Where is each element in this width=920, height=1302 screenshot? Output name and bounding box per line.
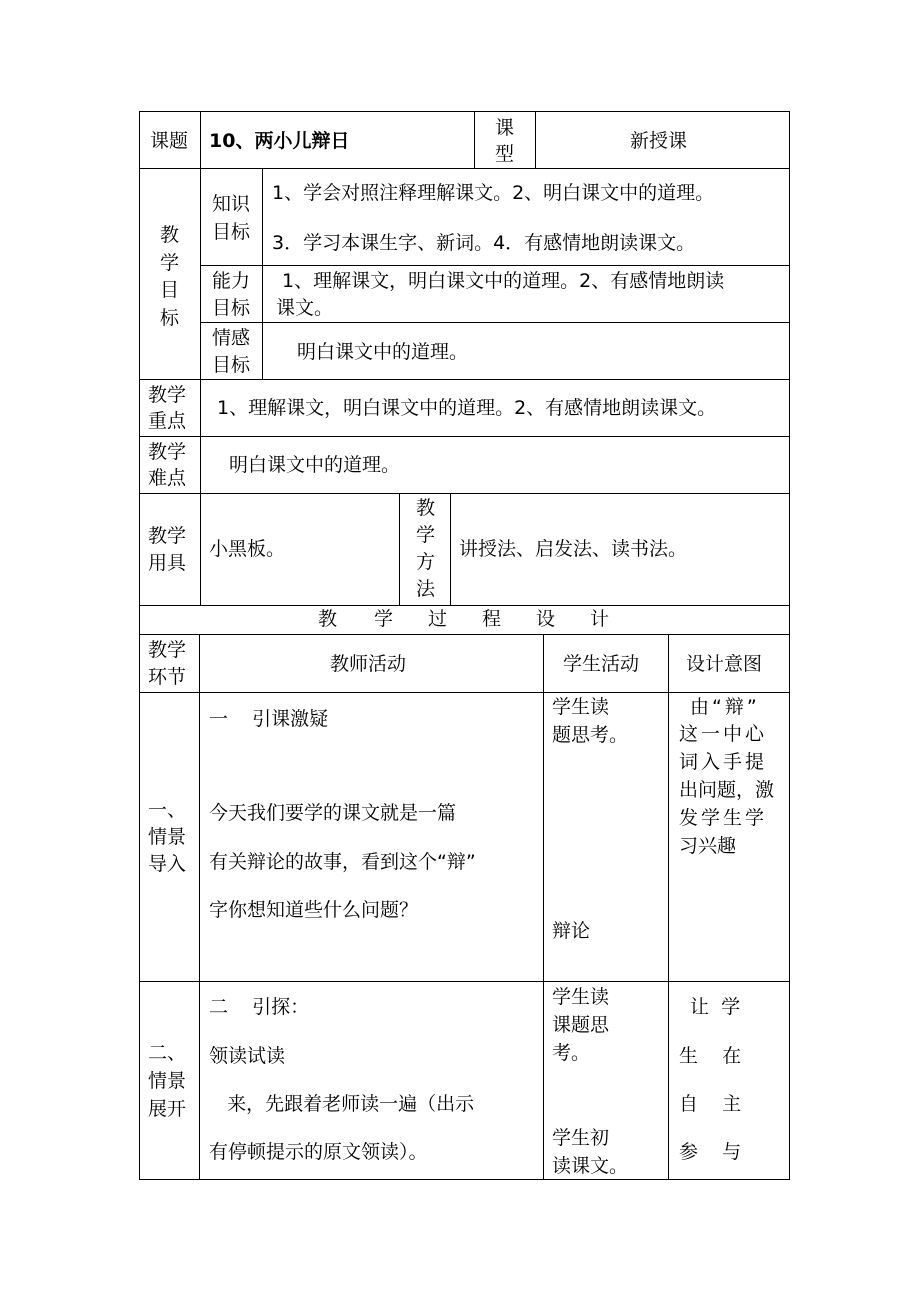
row1-teacher-3: 有关辩论的故事，看到这个“辩” bbox=[209, 851, 476, 873]
ability-line-1: 1、理解课文，明白课文中的道理。2、有感情地朗读 bbox=[276, 270, 725, 292]
rule-teacher-col bbox=[543, 634, 544, 1180]
rule-goals-bottom bbox=[139, 379, 790, 380]
row2-teacher-2: 领读试读 bbox=[209, 1045, 286, 1067]
keypoints-label-1: 教学 bbox=[148, 384, 187, 406]
row1-intent-6: 习兴趣 bbox=[679, 835, 737, 857]
row2-intent-1: 让 学 bbox=[690, 996, 741, 1018]
rule-columns-bottom bbox=[139, 692, 790, 693]
rule-process-title-bottom bbox=[139, 634, 790, 635]
row2-student-1: 学生读 bbox=[552, 986, 610, 1008]
rule-tools-sep1 bbox=[399, 493, 400, 606]
row2-student-2: 课题思 bbox=[552, 1014, 610, 1036]
emotion-text: 明白课文中的道理。 bbox=[297, 341, 469, 363]
process-title-char-4: 程 bbox=[482, 608, 502, 630]
lesson-type-label-1: 课 bbox=[495, 117, 515, 139]
rule-ability-bottom bbox=[201, 322, 790, 323]
knowledge-label-2: 目标 bbox=[212, 221, 251, 243]
topic-value: 10、两小儿辩日 bbox=[209, 130, 350, 152]
topic-label: 课题 bbox=[150, 130, 189, 152]
col-intent: 设计意图 bbox=[686, 653, 763, 675]
knowledge-line-2: 3．学习本课生字、新词。4．有感情地朗读课文。 bbox=[272, 232, 696, 254]
row2-teacher-3: 来，先跟着老师读一遍（出示 bbox=[209, 1093, 475, 1115]
row1-student-3: 辩论 bbox=[552, 920, 591, 942]
rule-left bbox=[139, 111, 140, 1180]
row2-teacher-1: 二 引探： bbox=[209, 996, 310, 1018]
row1-intent-1: 由“辩” bbox=[690, 696, 760, 718]
col-student: 学生活动 bbox=[563, 653, 640, 675]
row1-intent-2: 这一中心 bbox=[679, 723, 768, 745]
keypoints-text: 1、理解课文，明白课文中的道理。2、有感情地朗读课文。 bbox=[217, 397, 717, 419]
row1-intent-3: 词入手提 bbox=[679, 751, 768, 773]
row1-student-2: 题思考。 bbox=[552, 724, 629, 746]
goals-label-2: 学 bbox=[160, 252, 180, 274]
ability-label-1: 能力 bbox=[212, 270, 251, 292]
process-title-char-5: 设 bbox=[536, 608, 556, 630]
method-text: 讲授法、启发法、读书法。 bbox=[459, 538, 688, 560]
rule-row1-bottom bbox=[139, 981, 790, 982]
knowledge-label-1: 知识 bbox=[212, 193, 251, 215]
row2-student-3: 考。 bbox=[552, 1042, 591, 1064]
goals-label-3: 目 bbox=[160, 279, 180, 301]
tools-label-1: 教学 bbox=[148, 525, 187, 547]
row1-stage-2: 情景 bbox=[148, 826, 187, 848]
method-label-2: 学 bbox=[416, 524, 436, 546]
process-title-char-3: 过 bbox=[428, 608, 448, 630]
row2-teacher-4: 有停顿提示的原文领读）。 bbox=[209, 1141, 428, 1163]
rule-header-sep2 bbox=[535, 111, 536, 169]
lesson-type-value: 新授课 bbox=[630, 130, 688, 152]
row2-stage-1: 二、 bbox=[148, 1042, 187, 1064]
rule-keypoints-bottom bbox=[139, 436, 790, 437]
rule-tools-sep2 bbox=[450, 493, 451, 606]
rule-knowledge-bottom bbox=[201, 265, 790, 266]
goals-label-1: 教 bbox=[160, 224, 180, 246]
difficulties-label-2: 难点 bbox=[148, 467, 187, 489]
rule-stage-col bbox=[199, 634, 200, 1180]
method-label-4: 法 bbox=[416, 578, 436, 600]
rule-difficulties-bottom bbox=[139, 493, 790, 494]
keypoints-label-2: 重点 bbox=[148, 410, 187, 432]
row1-intent-5: 发学生学 bbox=[679, 807, 768, 829]
emotion-label-1: 情感 bbox=[212, 327, 251, 349]
row2-student-4: 学生初 bbox=[552, 1127, 610, 1149]
row1-teacher-1: 一 引课激疑 bbox=[209, 708, 329, 730]
rule-student-col bbox=[668, 634, 669, 1180]
row2-intent-3: 自 主 bbox=[679, 1093, 742, 1115]
row1-student-1: 学生读 bbox=[552, 696, 610, 718]
process-title-char-1: 教 bbox=[318, 608, 338, 630]
rule-tools-bottom bbox=[139, 605, 790, 606]
rule-header-bottom bbox=[139, 168, 790, 169]
ability-line-2: 课文。 bbox=[276, 297, 334, 319]
row2-stage-2: 情景 bbox=[148, 1070, 187, 1092]
process-title-char-2: 学 bbox=[374, 608, 394, 630]
lesson-type-label-2: 型 bbox=[495, 143, 515, 165]
row2-intent-4: 参 与 bbox=[679, 1141, 742, 1163]
col-stage-2: 环节 bbox=[148, 666, 187, 688]
row1-teacher-2: 今天我们要学的课文就是一篇 bbox=[209, 802, 457, 824]
row2-intent-2: 生 在 bbox=[679, 1045, 742, 1067]
row1-teacher-4: 字你想知道些什么问题？ bbox=[209, 899, 419, 921]
rule-top bbox=[139, 111, 790, 112]
knowledge-line-1: 1、学会对照注释理解课文。2、明白课文中的道理。 bbox=[272, 182, 715, 204]
row1-intent-4: 出问题，激 bbox=[679, 779, 775, 801]
difficulties-text: 明白课文中的道理。 bbox=[229, 454, 401, 476]
method-label-1: 教 bbox=[416, 497, 436, 519]
row1-stage-3: 导入 bbox=[148, 853, 187, 875]
row1-stage-1: 一、 bbox=[148, 799, 187, 821]
difficulties-label-1: 教学 bbox=[148, 441, 187, 463]
row2-stage-3: 展开 bbox=[148, 1098, 187, 1120]
process-title-char-6: 计 bbox=[590, 608, 610, 630]
goals-label-4: 标 bbox=[160, 307, 180, 329]
col-teacher: 教师活动 bbox=[330, 653, 407, 675]
rule-label-col bbox=[200, 111, 201, 606]
rule-right bbox=[789, 111, 790, 1180]
rule-header-sep1 bbox=[474, 111, 475, 169]
rule-bottom bbox=[139, 1179, 790, 1180]
row2-student-5: 读课文。 bbox=[552, 1155, 629, 1177]
tools-text: 小黑板。 bbox=[209, 538, 286, 560]
rule-goals-sublabel bbox=[262, 168, 263, 380]
tools-label-2: 用具 bbox=[148, 552, 187, 574]
method-label-3: 方 bbox=[416, 551, 436, 573]
col-stage-1: 教学 bbox=[148, 639, 187, 661]
ability-label-2: 目标 bbox=[212, 297, 251, 319]
emotion-label-2: 目标 bbox=[212, 354, 251, 376]
